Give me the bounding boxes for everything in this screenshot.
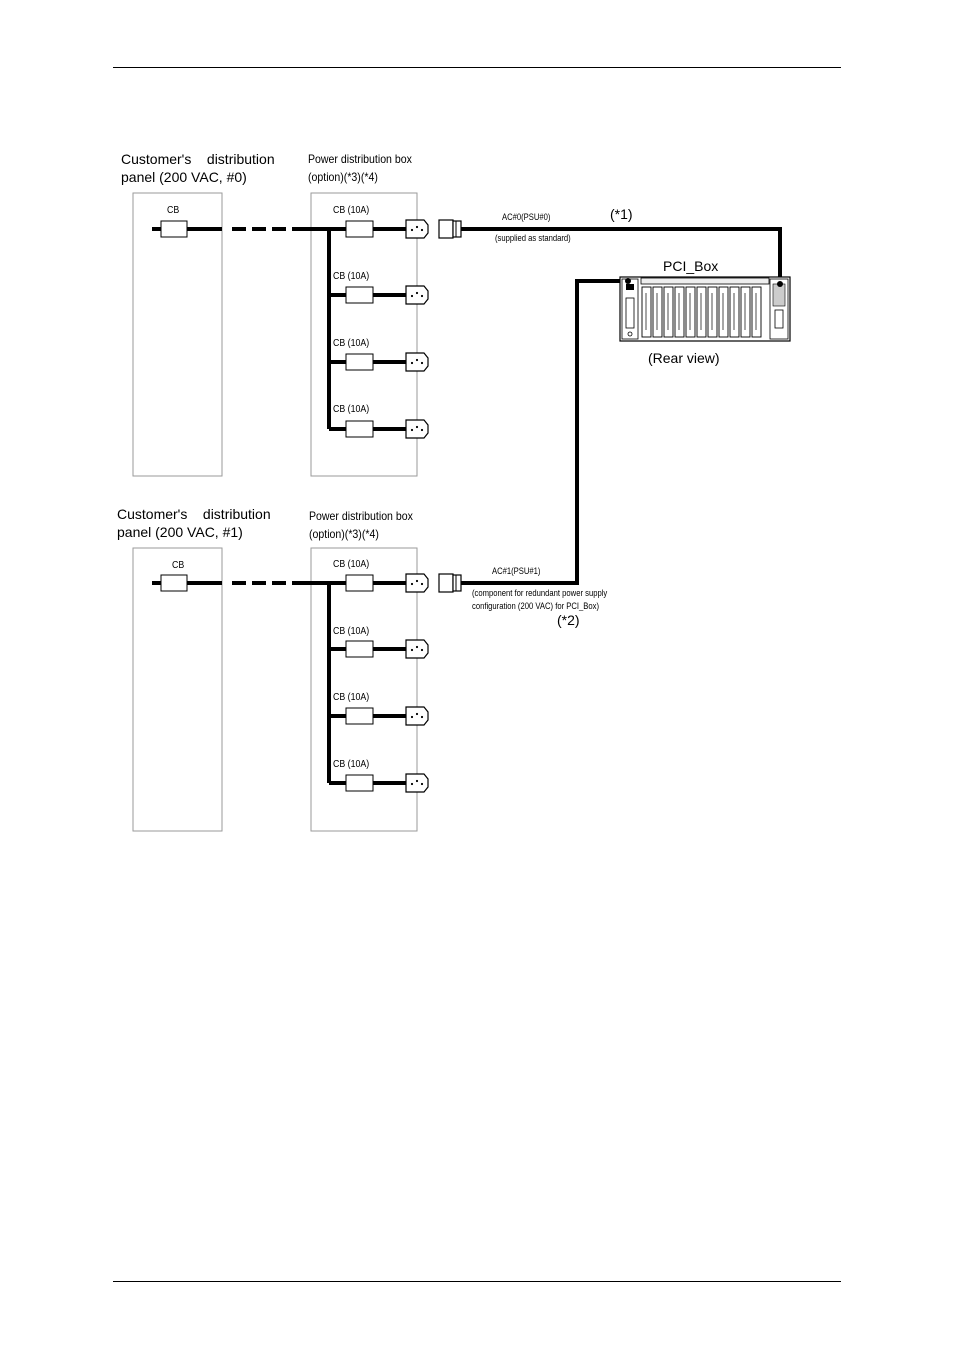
panel-1-cb-label: CB xyxy=(172,560,185,571)
pdb-0-breaker-label-4: CB (10A) xyxy=(333,404,370,415)
pdb-1-breaker-label-2: CB (10A) xyxy=(333,626,370,637)
cable-1-note-line2: configuration (200 VAC) for PCI_Box) xyxy=(472,601,599,611)
pdb-0-title-line1: Power distribution box xyxy=(308,152,412,166)
pdb-1-outlet-icon-3 xyxy=(406,707,428,725)
panel-1-title-line1: Customer's distribution xyxy=(117,506,271,522)
cable-0-ref: (*1) xyxy=(610,206,633,222)
pdb-1-outlet-icon-2 xyxy=(406,640,428,658)
panel-1-title-line2: panel (200 VAC, #1) xyxy=(117,524,243,540)
cable-0-note: (supplied as standard) xyxy=(495,233,571,243)
cable-1-ref: (*2) xyxy=(557,612,580,628)
pdb-1-cb-box-4 xyxy=(346,775,373,791)
pdb-0-cb-box-4 xyxy=(346,421,373,437)
pdb-1-breaker-label-1: CB (10A) xyxy=(333,559,370,570)
pdb-0-cb-box-1 xyxy=(346,221,373,237)
device-name: PCI_Box xyxy=(663,258,719,274)
pdb-0-cb-box-3 xyxy=(346,354,373,370)
pdb-0-breaker-label-3: CB (10A) xyxy=(333,338,370,349)
panel-1-cb-box xyxy=(161,575,187,591)
pdb-0-cb-box-2 xyxy=(346,287,373,303)
cable-1-line xyxy=(461,281,628,583)
panel-0-cb-label: CB xyxy=(167,205,180,216)
feed-1 xyxy=(152,583,406,783)
device-view-label: (Rear view) xyxy=(648,350,720,366)
panel-0-title-line2: panel (200 VAC, #0) xyxy=(121,169,247,185)
pdb-0-outlet-icon-4 xyxy=(406,420,428,438)
cable-1-note-line1: (component for redundant power supply xyxy=(472,588,608,598)
pdb-0-breaker-label-2: CB (10A) xyxy=(333,271,370,282)
pdb-1-title-line1: Power distribution box xyxy=(309,509,413,523)
cable-0-label: AC#0(PSU#0) xyxy=(502,212,551,222)
pdb-1-outlet-icon-4 xyxy=(406,774,428,792)
pdb-1-outlet-icon-1 xyxy=(406,574,428,592)
cable-1-label: AC#1(PSU#1) xyxy=(492,566,541,576)
pdb-1-cb-box-3 xyxy=(346,708,373,724)
pdb-0-outlet-icon-3 xyxy=(406,353,428,371)
pdb-0-title-line2: (option)(*3)(*4) xyxy=(308,170,378,184)
pdb-0-outlet-icon-1 xyxy=(406,220,428,238)
pdb-1-breaker-label-4: CB (10A) xyxy=(333,759,370,770)
pdb-0-outlet-icon-2 xyxy=(406,286,428,304)
panel-0-title-line1: Customer's distribution xyxy=(121,151,275,167)
pdb-1-cb-box-2 xyxy=(346,641,373,657)
pci-box-icon xyxy=(620,277,790,341)
pdb-1-title-line2: (option)(*3)(*4) xyxy=(309,527,379,541)
cable-1-plug-icon xyxy=(439,574,461,592)
pdb-1-breaker-label-3: CB (10A) xyxy=(333,692,370,703)
pdb-1-cb-box-1 xyxy=(346,575,373,591)
panel-0-cb-box xyxy=(161,221,187,237)
cable-0-plug-icon xyxy=(439,220,461,238)
pdb-0-breaker-label-1: CB (10A) xyxy=(333,205,370,216)
feed-0 xyxy=(152,229,406,429)
